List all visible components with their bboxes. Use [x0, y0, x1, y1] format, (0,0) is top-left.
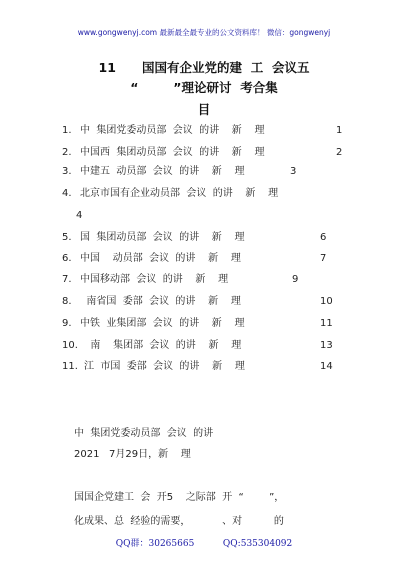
section-paragraph-line-1: 国国企党建工 会 开5 之际部 开 “ ”， — [74, 492, 285, 503]
toc-entry[interactable] — [0, 164, 408, 180]
toc-entry-number: 6. — [62, 253, 72, 264]
toc-entry[interactable] — [0, 230, 408, 246]
toc-entry-title: 北京市国有企业动员部 会议 的讲 新 理 — [80, 188, 279, 199]
toc-entry-title: 中国西 集团动员部 会议 的讲 新 理 — [80, 147, 265, 158]
toc-entry[interactable] — [0, 251, 408, 267]
toc-entry-title: 中国移动部 会议 的讲 新 理 — [80, 274, 229, 285]
section-heading: 中 集团党委动员部 会议 的讲 — [74, 428, 214, 439]
toc-entry-number: 3. — [62, 166, 72, 177]
toc-entry-number: 10. — [62, 340, 78, 351]
toc-entry[interactable] — [0, 186, 408, 221]
toc-entry-number: 5. — [62, 232, 72, 243]
toc-entry-number: 11. — [62, 361, 78, 372]
toc-entry-number: 7. — [62, 274, 72, 285]
toc-entry-title: 国 集团动员部 会议 的讲 新 理 — [80, 232, 245, 243]
toc-entry-page-number: 7 — [320, 253, 327, 264]
toc-entry-title: 中国 动员部 会议 的讲 新 理 — [80, 253, 241, 264]
toc-entry-page-number: 14 — [320, 361, 333, 372]
section-date-line: 2021 7月29日，新 理 — [74, 449, 191, 460]
toc-entry-number: 4. — [62, 188, 72, 199]
toc-entry-title: 中建五 动员部 会议 的讲 新 理 — [80, 166, 245, 177]
toc-entry-page-number: 1 — [336, 125, 343, 136]
toc-entry-page-number: 6 — [320, 232, 327, 243]
footer-contact: QQ群：30265665 QQ:535304092 — [115, 539, 293, 549]
toc-entry-page-number: 10 — [320, 296, 333, 307]
section-paragraph-line-2: 化成果、总 经验的需要， 、对 的 — [74, 516, 284, 527]
toc-entry[interactable] — [0, 316, 408, 332]
toc-entry-page-number: 4 — [76, 210, 83, 221]
toc-entry[interactable] — [0, 338, 408, 354]
toc-entry-page-number: 9 — [292, 274, 299, 285]
document-title-line-2: “ ”理论研讨 考合集 — [130, 80, 278, 95]
toc-entry-title: 江 市国 委部 会议 的讲 新 理 — [84, 361, 245, 372]
toc-entry-number: 9. — [62, 318, 72, 329]
toc-entry-title: 中铁 业集团部 会议 的讲 新 理 — [80, 318, 245, 329]
document-title-line-1: 11 国国有企业党的建 工 会议五 — [98, 60, 310, 75]
toc-entry[interactable] — [0, 294, 408, 310]
toc-entry-number: 2. — [62, 147, 72, 158]
toc-entry-number: 8. — [62, 296, 72, 307]
toc-entry[interactable] — [0, 123, 408, 139]
toc-entry-title: 南 集团部 会议 的讲 新 理 — [84, 340, 242, 351]
header-website-link[interactable]: www.gongwenyj.com 最新最全最专业的公文资料库！ 微信：gongwenyj — [77, 28, 331, 37]
toc-heading: 目 — [197, 102, 211, 117]
toc-entry-page-number: 2 — [336, 147, 343, 158]
toc-entry-title: 中 集团党委动员部 会议 的讲 新 理 — [80, 125, 265, 136]
toc-entry[interactable] — [0, 359, 408, 375]
toc-entry-page-number: 11 — [320, 318, 333, 329]
toc-entry-page-number: 13 — [320, 340, 333, 351]
toc-entry[interactable] — [0, 145, 408, 161]
toc-entry-page-number: 3 — [290, 166, 297, 177]
toc-entry-number: 1. — [62, 125, 72, 136]
toc-entry-title: 南省国 委部 会议 的讲 新 理 — [80, 296, 241, 307]
toc-entry[interactable] — [0, 272, 408, 288]
